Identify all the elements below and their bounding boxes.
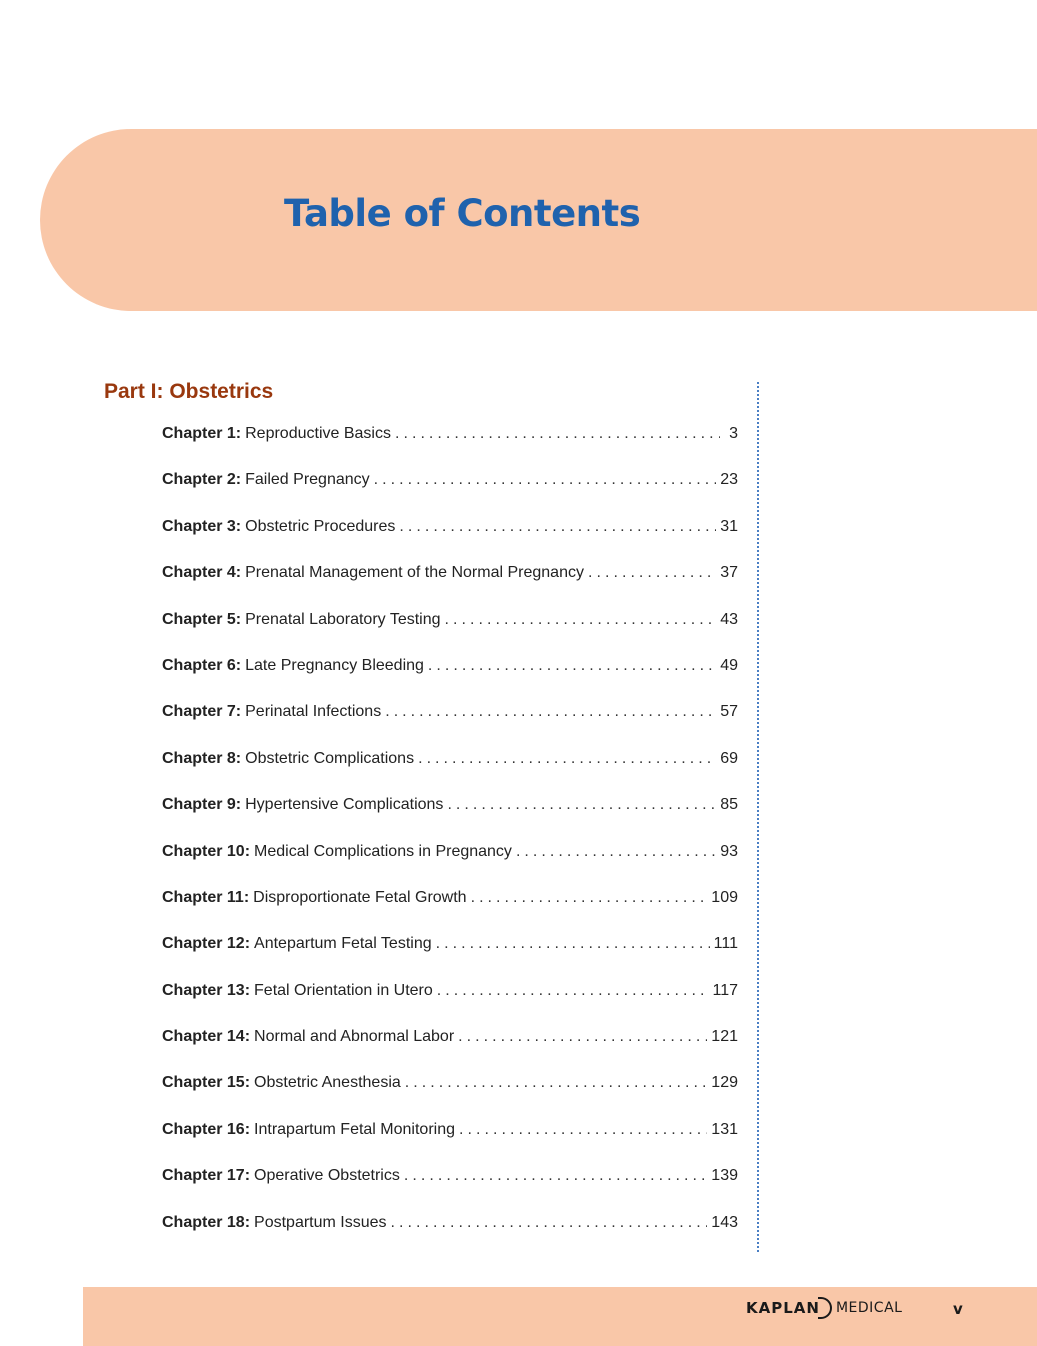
- chapter-title: Perinatal Infections: [245, 703, 382, 721]
- chapter-title: Obstetric Anesthesia: [254, 1074, 401, 1092]
- dot-leader: [391, 1214, 708, 1232]
- chapter-label: Chapter 18:: [162, 1213, 251, 1231]
- chapter-title: Prenatal Management of the Normal Pregnancy: [245, 564, 584, 582]
- toc-entry[interactable]: [162, 1074, 738, 1120]
- chapter-title: Disproportionate Fetal Growth: [253, 888, 467, 906]
- swoosh-icon: [818, 1297, 832, 1319]
- chapter-label: Chapter 11:: [162, 888, 250, 906]
- chapter-page: 109: [711, 888, 738, 906]
- dot-leader: [437, 982, 709, 1000]
- toc-entry[interactable]: [162, 611, 738, 657]
- chapter-title: Intrapartum Fetal Monitoring: [254, 1120, 456, 1138]
- dot-leader: [447, 796, 716, 814]
- chapter-title: Obstetric Procedures: [245, 517, 396, 535]
- chapter-page: 3: [729, 425, 738, 442]
- chapter-page: 143: [711, 1213, 738, 1231]
- dot-leader: [428, 657, 716, 675]
- page-number: v: [953, 1300, 963, 1318]
- chapter-page: 93: [720, 842, 738, 860]
- dot-leader: [374, 471, 717, 489]
- chapter-label: Chapter 3:: [162, 517, 242, 535]
- dot-leader: [471, 889, 708, 907]
- chapter-page: 69: [720, 749, 738, 767]
- chapter-label: Chapter 12:: [162, 935, 251, 953]
- dot-leader: [445, 611, 717, 629]
- chapter-label: Chapter 9:: [162, 796, 242, 814]
- dot-leader: [404, 1167, 707, 1185]
- toc-entry[interactable]: [162, 1167, 738, 1213]
- dot-leader: [459, 1121, 707, 1139]
- dot-leader: [588, 564, 716, 582]
- chapter-label: Chapter 17:: [162, 1167, 251, 1185]
- chapter-label: Chapter 16:: [162, 1120, 251, 1138]
- toc-entry[interactable]: [162, 564, 738, 610]
- chapter-page: 31: [720, 517, 738, 535]
- chapter-title: Reproductive Basics: [245, 425, 391, 442]
- dot-leader: [436, 935, 710, 953]
- chapter-page: 43: [720, 610, 738, 628]
- toc-entry[interactable]: [162, 518, 738, 564]
- toc-entry[interactable]: [162, 935, 738, 981]
- chapter-page: 129: [711, 1074, 738, 1092]
- chapter-label: Chapter 15:: [162, 1074, 251, 1092]
- toc-entry[interactable]: [162, 703, 738, 749]
- part-heading: Part I: Obstetrics: [104, 380, 274, 403]
- chapter-label: Chapter 13:: [162, 981, 251, 999]
- chapter-page: 111: [713, 935, 738, 953]
- toc-entry[interactable]: [162, 425, 738, 471]
- dot-leader: [458, 1028, 707, 1046]
- chapter-label: Chapter 5:: [162, 610, 242, 628]
- chapter-title: Operative Obstetrics: [254, 1167, 400, 1185]
- chapter-title: Obstetric Complications: [245, 749, 415, 767]
- kaplan-medical-logo: [746, 1297, 902, 1319]
- page-title: Table of Contents: [284, 192, 641, 235]
- chapter-page: 85: [720, 796, 738, 814]
- chapter-page: 121: [711, 1028, 738, 1046]
- chapter-page: 37: [720, 564, 738, 582]
- chapter-title: Postpartum Issues: [254, 1213, 387, 1231]
- toc-entry[interactable]: [162, 1028, 738, 1074]
- chapter-title: Antepartum Fetal Testing: [254, 935, 432, 953]
- chapter-title: Fetal Orientation in Utero: [254, 981, 433, 999]
- chapter-label: Chapter 1:: [162, 425, 242, 442]
- dotted-divider: [757, 382, 759, 1252]
- toc-entry[interactable]: [162, 889, 738, 935]
- toc-entry[interactable]: [162, 1214, 738, 1260]
- chapter-title: Failed Pregnancy: [245, 471, 370, 489]
- brand-kaplan: KAPLAN: [746, 1299, 820, 1317]
- toc-entry[interactable]: [162, 843, 738, 889]
- chapter-page: 131: [711, 1120, 738, 1138]
- dot-leader: [385, 703, 716, 721]
- toc-entry[interactable]: [162, 982, 738, 1028]
- chapter-page: 139: [711, 1167, 738, 1185]
- chapter-label: Chapter 8:: [162, 749, 242, 767]
- dot-leader: [418, 750, 716, 768]
- dot-leader: [405, 1074, 708, 1092]
- chapter-label: Chapter 10:: [162, 842, 251, 860]
- chapter-page: 117: [712, 981, 738, 999]
- chapter-label: Chapter 7:: [162, 703, 242, 721]
- brand-medical: MEDICAL: [835, 1300, 903, 1316]
- toc-entry[interactable]: [162, 796, 738, 842]
- toc-entry[interactable]: [162, 1121, 738, 1167]
- chapter-title: Normal and Abnormal Labor: [254, 1028, 455, 1046]
- chapter-page: 57: [720, 703, 738, 721]
- toc-list: [162, 425, 738, 1260]
- chapter-title: Late Pregnancy Bleeding: [245, 656, 424, 674]
- chapter-title: Hypertensive Complications: [245, 796, 444, 814]
- dot-leader: [399, 518, 716, 536]
- dot-leader: [516, 843, 716, 861]
- chapter-page: 49: [720, 656, 738, 674]
- chapter-title: Medical Complications in Pregnancy: [254, 842, 512, 860]
- toc-entry[interactable]: [162, 471, 738, 517]
- toc-entry[interactable]: [162, 750, 738, 796]
- chapter-label: Chapter 2:: [162, 471, 242, 489]
- toc-entry[interactable]: [162, 657, 738, 703]
- chapter-label: Chapter 14:: [162, 1028, 251, 1046]
- chapter-title: Prenatal Laboratory Testing: [245, 610, 441, 628]
- dot-leader: [395, 425, 720, 443]
- chapter-label: Chapter 6:: [162, 656, 242, 674]
- chapter-page: 23: [720, 471, 738, 489]
- chapter-label: Chapter 4:: [162, 564, 242, 582]
